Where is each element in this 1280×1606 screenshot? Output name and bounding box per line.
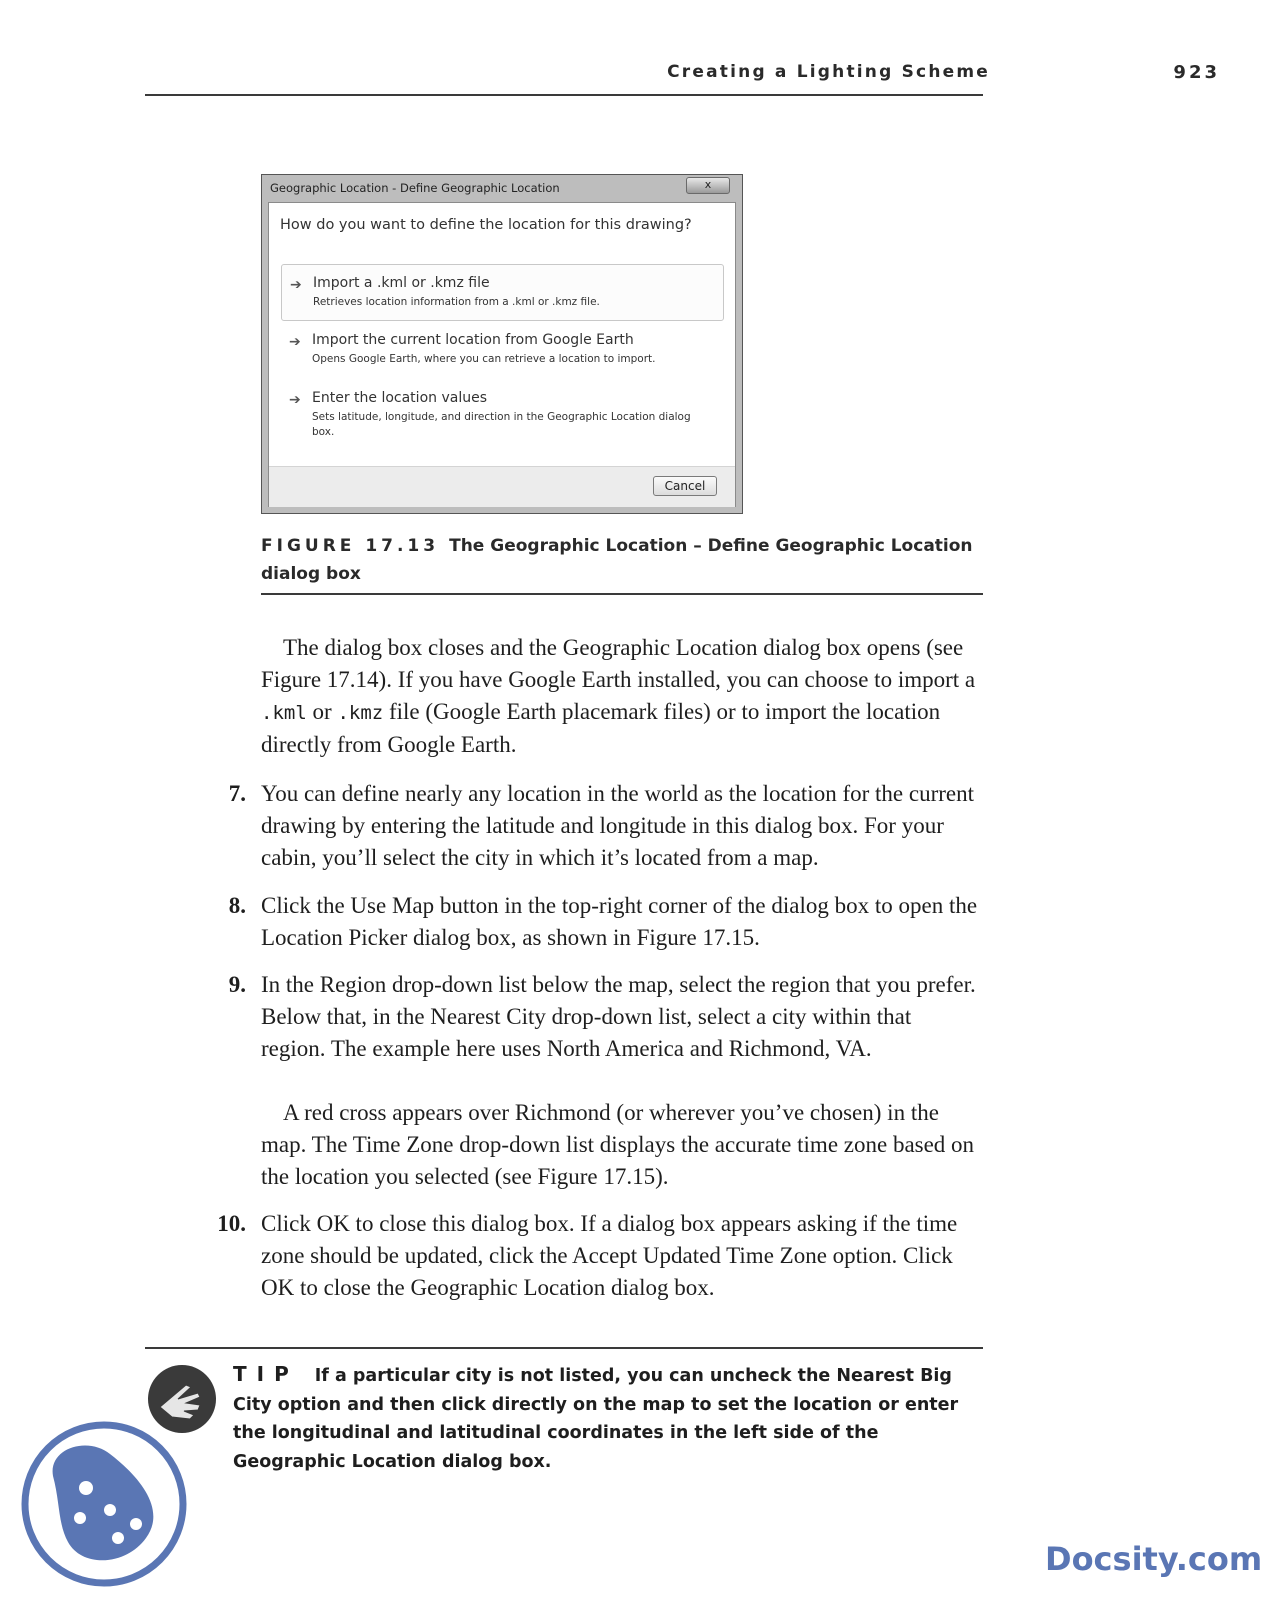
- geographic-location-dialog: [261, 174, 743, 514]
- dialog-close-button[interactable]: x: [686, 177, 730, 194]
- step-text: You can define nearly any location in the world as the location for the current drawing by entering the latitude and longitude in this dialog box. For your cabin, you’ll select the city in which it’s located from a map.: [261, 781, 974, 870]
- option-title: Import a .kml or .kmz file: [313, 275, 490, 291]
- tip-rule: [145, 1347, 983, 1349]
- arrow-right-icon: ➔: [289, 392, 301, 408]
- intro-text: or: [306, 699, 338, 724]
- step-continuation: A red cross appears over Richmond (or wherever you’ve chosen) in the map. The Time Zone drop-down list displays the accurate time zone based on the location you selected (see Figure 17.15).: [261, 1100, 975, 1189]
- arrow-right-icon: ➔: [289, 334, 301, 350]
- option-description: Sets latitude, longitude, and direction in the Geographic Location dialog box.: [312, 411, 691, 438]
- kmz-extension: .kmz: [337, 702, 384, 724]
- watermark-text: Docsity.com: [1045, 1540, 1263, 1578]
- step-number: 8.: [228, 893, 246, 918]
- dialog-footer: [269, 466, 735, 507]
- caption-rule: [261, 593, 983, 595]
- step-number: 7.: [228, 781, 246, 806]
- cancel-button[interactable]: Cancel: [653, 476, 717, 496]
- option-import-google-earth[interactable]: [281, 322, 724, 378]
- intro-text: The dialog box closes and the Geographic Location dialog box opens (see Figure 17.14). If you have Google Earth installed, you can choose to import a: [261, 635, 976, 692]
- running-header-title: Creating a Lighting Scheme: [667, 62, 990, 82]
- option-description: Opens Google Earth, where you can retrieve a location to import.: [312, 353, 656, 365]
- step-text: Click OK to close this dialog box. If a dialog box appears asking if the time zone should be updated, click the Accept Updated Time Zone option. Click OK to close the Geographic Location dialog box.: [261, 1211, 958, 1300]
- arrow-right-icon: ➔: [290, 277, 302, 293]
- option-description: Retrieves location information from a .kml or .kmz file.: [313, 296, 600, 308]
- figure-caption-text: The Geographic Location – Define Geographic Location dialog box: [261, 536, 973, 584]
- step-number: 10.: [217, 1211, 246, 1236]
- figure-label: FIGURE 17.13: [261, 536, 440, 556]
- tip-text: If a particular city is not listed, you can uncheck the Nearest Big City option and then click directly on the map to set the location or enter the longitudinal and latitudinal coordinates in the left side of the Geographic Location dialog box.: [233, 1366, 959, 1472]
- option-import-kml[interactable]: [281, 264, 724, 321]
- option-enter-values[interactable]: [281, 380, 724, 452]
- intro-paragraph: [261, 632, 991, 761]
- intro-text: file (Google Earth placemark files) or to import the location directly from Google Earth.: [261, 699, 941, 757]
- dialog-title: Geographic Location - Define Geographic Location: [270, 181, 560, 195]
- page-number: 923: [1173, 62, 1220, 83]
- dialog-question: How do you want to define the location for this drawing?: [280, 217, 692, 233]
- header-rule: [145, 94, 983, 96]
- option-title: Enter the location values: [312, 390, 487, 406]
- kml-extension: .kml: [261, 702, 307, 724]
- tip-note: [233, 1360, 963, 1476]
- figure-caption: [261, 532, 981, 588]
- docsity-logo-icon: [18, 1418, 190, 1590]
- step-text: In the Region drop-down list below the map, select the region that you prefer. Below that, in the Nearest City drop-down list, select a city within that region. The example here uses North America and Richmond, VA.: [261, 972, 976, 1061]
- dialog-client-area: [268, 202, 736, 507]
- step-text: Click the Use Map button in the top-right corner of the dialog box to open the Location Picker dialog box, as shown in Figure 17.15.: [261, 893, 978, 950]
- option-title: Import the current location from Google Earth: [312, 332, 634, 348]
- tip-label: TIP: [233, 1362, 299, 1386]
- step-number: 9.: [228, 972, 246, 997]
